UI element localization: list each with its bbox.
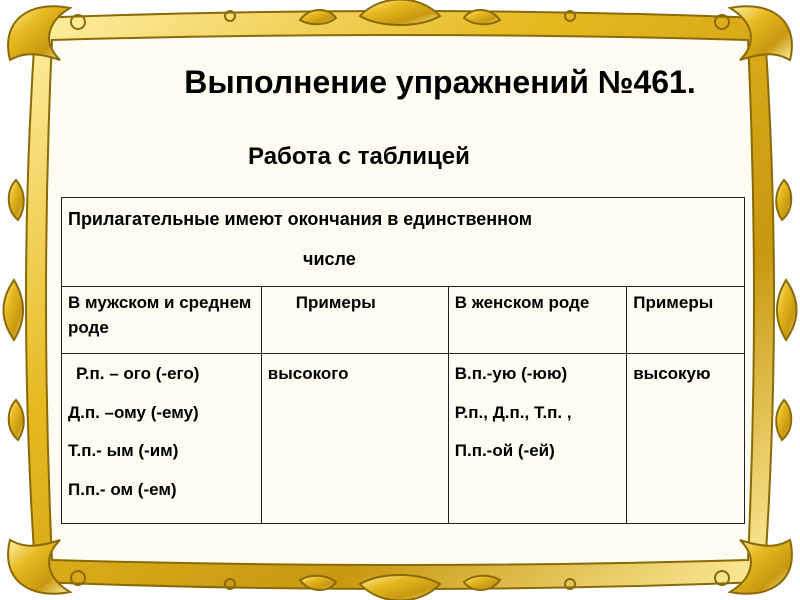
endings-table [61,197,745,524]
page-title: Выполнение упражнений №461. [184,64,696,100]
fem-ending-gen-dat-instr: Р.п., Д.п., Т.п. , [454,402,572,422]
column-header-masculine: В мужском и среднем роде [62,287,262,354]
page-subtitle: Работа с таблицей [248,143,470,170]
masc-endings-cell [62,354,262,524]
column-header-examples-2: Примеры [627,287,745,354]
masc-ending-instrumental: Т.п.- ым (-им) [68,441,179,461]
masc-example-cell: высокого [261,354,448,524]
column-header-examples-1: Примеры [261,287,448,354]
table-header-line1: Прилагательные имеют окончания в единственном [68,209,533,229]
table-row [62,354,745,524]
fem-example-cell: высокую [627,354,745,524]
masc-ending-dative: Д.п. –ому (-ему) [68,402,199,422]
table-header-line2: числе [303,249,356,270]
masc-ending-genitive: Р.п. – ого (-его) [76,364,200,383]
table-header-row [62,198,745,287]
fem-ending-prepositional: П.п.-ой (-ей) [454,441,555,461]
fem-endings-cell [448,354,626,524]
column-header-feminine: В женском роде [448,287,626,354]
fem-ending-accusative: В.п.-ую (-юю) [454,364,568,383]
masc-ending-prepositional: П.п.- ом (-ем) [68,479,177,499]
column-header-row [62,287,745,354]
table-header-cell [62,198,745,287]
